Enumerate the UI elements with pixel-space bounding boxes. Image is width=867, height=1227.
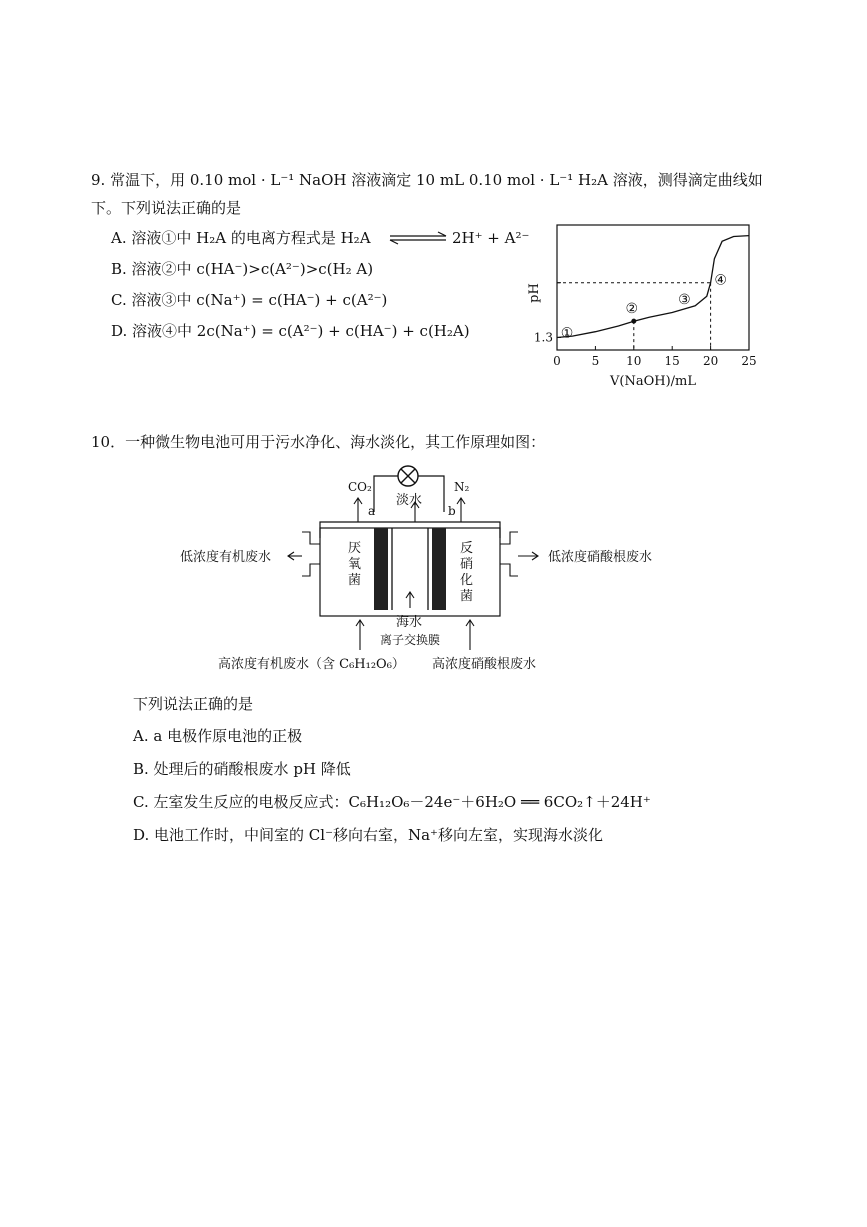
left-inlet-label: 高浓度有机废水（含 C₆H₁₂O₆） [218,657,405,672]
bacteria-char: 氧 [348,557,362,572]
equilibrium-arrow-icon [388,230,450,246]
q9-stem-line2: 下。下列说法正确的是 [91,199,242,217]
q9-option-d: D. 溶液④中 2c(Na⁺) = c(A²⁻) + c(HA⁻) + c(H₂A) [111,322,470,340]
co2-label: CO₂ [348,480,372,494]
point-label: ④ [714,272,727,289]
right-outlet-label: 低浓度硝酸根废水 [548,550,653,565]
x-tick-label: 25 [741,354,757,368]
circuit-wire [374,476,398,512]
q9-stem-line1: 9. 常温下，用 0.10 mol · L⁻¹ NaOH 溶液滴定 10 mL 0.10 mol · L⁻¹ H₂A 溶液，测得滴定曲线如 [91,171,763,189]
point-label: ① [560,325,574,342]
x-tick-label: 15 [664,354,680,368]
fresh-water-label: 淡水 [396,493,423,508]
q10-option-a: A. a 电极作原电池的正极 [133,727,303,745]
bacteria-char: 化 [460,573,474,588]
right-inlet-label: 高浓度硝酸根废水 [432,657,537,672]
y-tick-label: 1.3 [533,330,553,345]
x-tick-label: 5 [591,354,600,368]
chart-ylabel: pH [527,283,542,303]
q9-option-c: C. 溶液③中 c(Na⁺) = c(HA⁻) + c(A²⁻) [111,291,388,309]
membrane-label: 离子交换膜 [380,633,441,647]
seawater-label: 海水 [396,615,423,630]
electrode-a [374,528,388,610]
titration-chart [520,215,765,395]
bacteria-char: 菌 [460,589,474,604]
bacteria-char: 反 [460,541,474,556]
bacteria-char: 厌 [348,541,362,556]
point-label: ② [625,301,639,318]
electrode-b [432,528,446,610]
q9-option-a-left: A. 溶液①中 H₂A 的电离方程式是 H₂A [111,229,371,247]
anaerobic-bacteria-label [348,541,361,588]
bacteria-char: 硝 [460,557,474,572]
electrode-a-label: a [368,504,376,518]
q10-option-b: B. 处理后的硝酸根废水 pH 降低 [133,760,351,778]
n2-label: N₂ [454,480,470,494]
point-marker [631,319,636,324]
chart-xlabel: V(NaOH)/mL [610,374,696,389]
x-tick-label: 0 [553,354,561,368]
q10-stem: 10．一种微生物电池可用于污水净化、海水淡化，其工作原理如图： [91,433,546,451]
point-label: ③ [678,292,691,308]
tank-outline [320,522,500,538]
q10-option-d: D. 电池工作时，中间室的 Cl⁻移向右室，Na⁺移向左室，实现海水淡化 [133,826,603,844]
battery-diagram [170,460,690,675]
q10-option-c: C. 左室发生反应的电极反应式：C₆H₁₂O₆－24e⁻＋6H₂O ══ 6CO₂↑＋24H⁺ [133,793,651,811]
q9-option-b: B. 溶液②中 c(HA⁻)>c(A²⁻)>c(H₂ A) [111,260,374,278]
q9-option-a-right: 2H⁺ + A²⁻ [452,229,530,247]
x-tick-label: 20 [702,354,719,368]
lamp-icon [398,466,418,486]
bacteria-char: 菌 [348,573,362,588]
left-outlet-label: 低浓度有机废水 [180,550,272,565]
denitrifying-bacteria-label [460,541,473,604]
x-tick-label: 10 [626,354,642,368]
q10-prompt: 下列说法正确的是 [133,695,254,713]
electrode-b-label: b [448,504,456,518]
